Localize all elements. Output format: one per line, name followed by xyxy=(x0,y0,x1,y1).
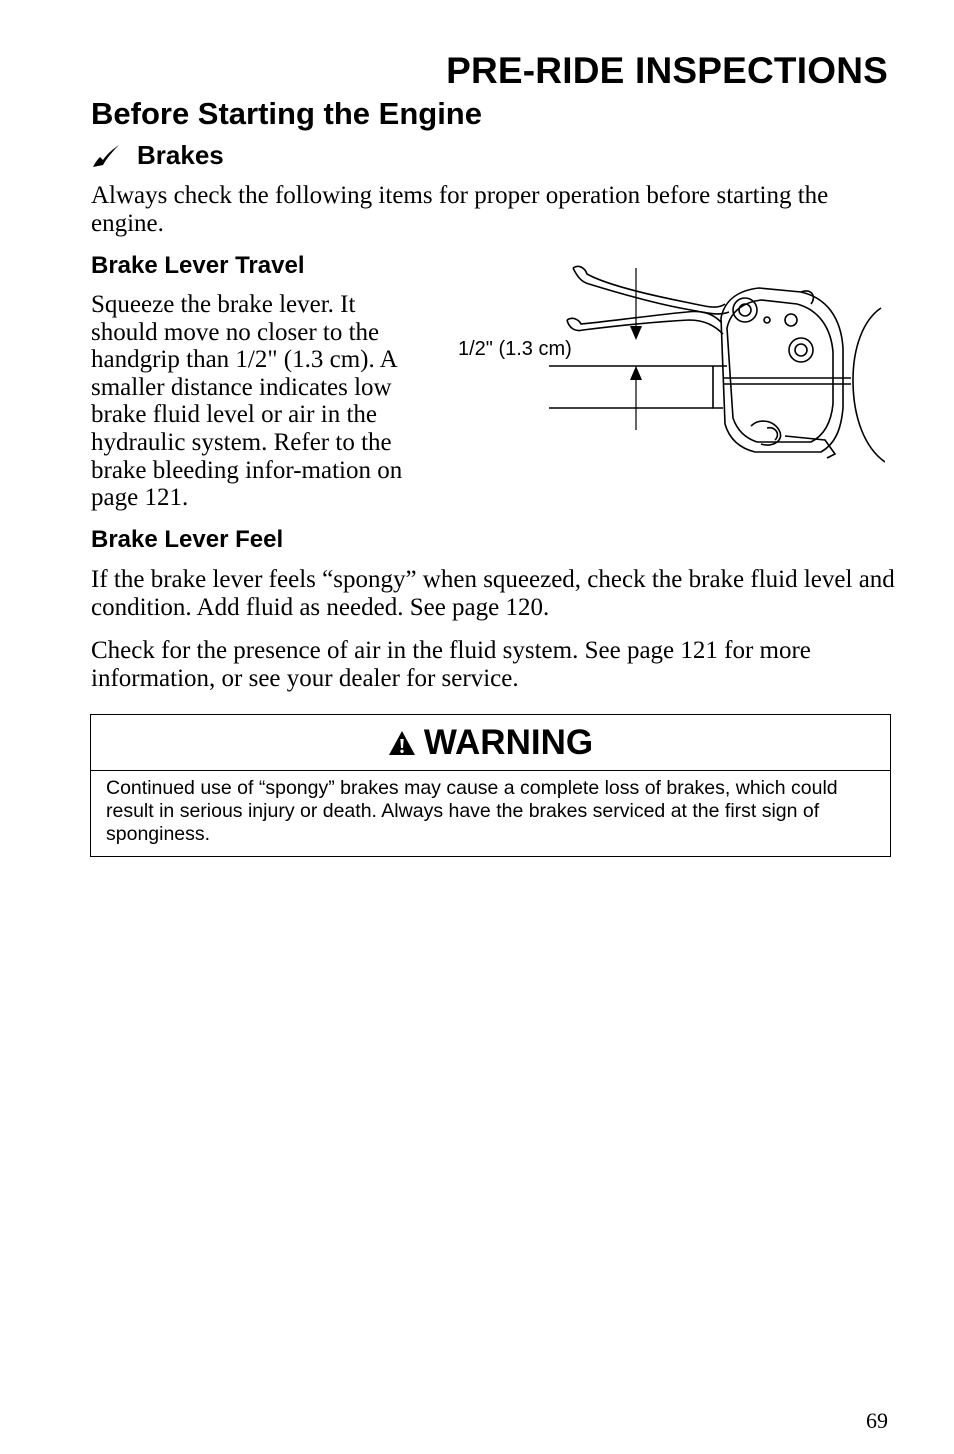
lever-feel-heading: Brake Lever Feel xyxy=(91,526,284,553)
subsection-title: Brakes xyxy=(137,140,224,170)
warning-icon xyxy=(388,730,416,756)
intro-paragraph: Always check the following items for proper operation before starting the engine. xyxy=(91,182,829,237)
lever-travel-heading: Brake Lever Travel xyxy=(91,252,305,279)
lever-feel-paragraph-1: If the brake lever feels “spongy” when squeezed, check the brake fluid level and condition. Add fluid as needed. See page 120. xyxy=(91,566,895,621)
checkmark-icon xyxy=(91,143,121,169)
warning-title: WARNING xyxy=(423,722,594,762)
lever-feel-paragraph-2: Check for the presence of air in the fluid system. See page 121 for more information, or see your dealer for service. xyxy=(91,637,811,692)
subsection-heading xyxy=(91,140,224,171)
lever-travel-paragraph: Squeeze the brake lever. It should move no closer to the handgrip than 1/2" (1.3 cm). A smaller distance indicates low brake fluid level or air in the hydraulic system. Refer to the brake bleeding infor-mation on page 121. xyxy=(91,291,403,512)
brake-lever-illustration xyxy=(455,258,885,468)
warning-text: Continued use of “spongy” brakes may cause a complete loss of brakes, which could result in serious injury or death. Always have the brakes serviced at the first sign of sponginess. xyxy=(106,777,838,845)
warning-header xyxy=(91,715,890,771)
dimension-label: 1/2" (1.3 cm) xyxy=(458,338,572,360)
chapter-title: PRE-RIDE INSPECTIONS xyxy=(446,50,888,91)
page-number: 69 xyxy=(866,1408,888,1433)
section-title: Before Starting the Engine xyxy=(91,96,482,131)
warning-box xyxy=(90,714,891,857)
